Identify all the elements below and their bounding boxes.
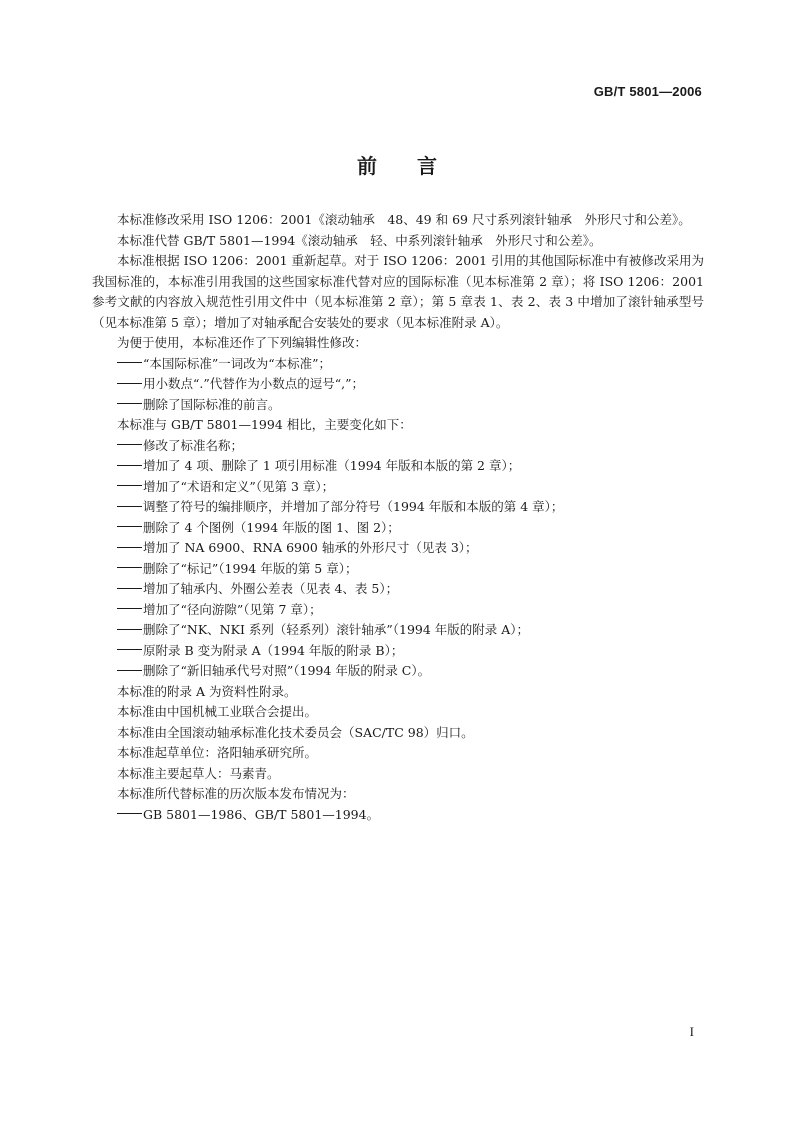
list-item [92, 579, 704, 600]
list-item-text: 删除了“标记”（1994 年版的第 5 章）； [143, 560, 358, 576]
dash-mark [117, 506, 142, 508]
list-item [92, 538, 704, 559]
paragraph: 为便于使用，本标准还作了下列编辑性修改： [117, 335, 368, 350]
dash-mark [117, 629, 142, 631]
dash-mark [117, 608, 142, 610]
paragraph: 本标准由全国滚动轴承标准化技术委员会（SAC/TC 98）归口。 [117, 724, 474, 740]
list-item [92, 497, 704, 518]
list-item [92, 477, 704, 498]
list-item-text: 调整了符号的编排顺序，并增加了部分符号（1994 年版和本版的第 4 章）； [143, 499, 564, 514]
dash-mark [117, 670, 142, 672]
list-item [92, 641, 704, 662]
paragraph: 本标准所代替标准的历次版本发布情况为： [117, 786, 355, 801]
dash-mark [117, 547, 142, 549]
list-item [92, 456, 704, 477]
list-item [92, 600, 704, 621]
list-item [92, 620, 704, 641]
list-item-text: GB 5801—1986、GB/T 5801—1994。 [143, 806, 380, 822]
list-item-text: 删除了“NK、NKI 系列（轻系列）滚针轴承”（1994 年版的附录 A）； [143, 622, 530, 637]
page-number: I [689, 1024, 694, 1039]
paragraph: 本标准修改采用 ISO 1206：2001《滚动轴承 48、49 和 69 尺寸系列滚针轴承 外形尺寸和公差》。 [117, 212, 691, 227]
list-item [92, 436, 704, 457]
list-item-text: 原附录 B 变为附录 A（1994 年版的附录 B）； [143, 642, 404, 658]
list-item [92, 518, 704, 539]
paragraph: 本标准根据 ISO 1206：2001 重新起草。对于 ISO 1206：2001 引用的其他国际标准中有被修改采用为我国标准的，本标准引用我国的这些国家标准代替对应的国际标准（见本标准第 2 章）；将 ISO 1206：2001 参考文献的内容放入规范性引用文件中（见本标准第 2 章）；第 5 章表 1、表 2、表 3 中增加了滚针轴承型号（见本标准第 5 章）；增加了对轴承配合安装处的要求（见本标准附录 A）。 [92, 253, 704, 330]
page-title: 前言 [357, 154, 477, 178]
paragraph: 本标准由中国机械工业联合会提出。 [117, 704, 318, 719]
list-item [92, 395, 704, 416]
list-item [92, 805, 704, 826]
dash-mark [117, 567, 142, 569]
list-item-text: 增加了“径向游隙”（见第 7 章）； [143, 601, 322, 617]
dash-mark [117, 813, 142, 815]
standard-code: GB/T 5801—2006 [593, 84, 702, 99]
dash-mark [117, 444, 142, 446]
list-item [92, 559, 704, 580]
dash-mark [117, 362, 142, 364]
list-item [92, 354, 704, 375]
list-item-text: 增加了“术语和定义”（见第 3 章）； [143, 478, 335, 494]
list-item [92, 374, 704, 395]
paragraph: 本标准主要起草人：马素青。 [117, 765, 280, 781]
paragraph: 本标准代替 GB/T 5801—1994《滚动轴承 轻、中系列滚针轴承 外形尺寸和公差》。 [117, 232, 602, 248]
list-item-text: 删除了 4 个图例（1994 年版的图 1、图 2）； [143, 519, 400, 535]
dash-mark [117, 649, 142, 651]
dash-mark [117, 465, 142, 467]
list-item-text: 修改了标准名称； [143, 437, 244, 453]
paragraph: 本标准与 GB/T 5801—1994 相比，主要变化如下： [117, 417, 412, 432]
dash-mark [117, 588, 142, 590]
foreword-body [92, 210, 704, 825]
dash-mark [117, 403, 142, 405]
list-item-text: 增加了 NA 6900、RNA 6900 轴承的外形尺寸（见表 3）； [143, 540, 478, 555]
list-item-text: 用小数点“.”代替作为小数点的逗号“,”； [143, 376, 365, 391]
list-item-text: 删除了“新旧轴承代号对照”（1994 年版的附录 C）。 [143, 663, 431, 678]
dash-mark [117, 526, 142, 528]
dash-mark [117, 383, 142, 385]
list-item [92, 661, 704, 682]
paragraph: 本标准的附录 A 为资料性附录。 [117, 683, 297, 699]
dash-mark [117, 485, 142, 487]
list-item-text: 增加了轴承内、外圈公差表（见表 4、表 5）； [143, 581, 399, 596]
list-item-text: 增加了 4 项、删除了 1 项引用标准（1994 年版和本版的第 2 章）； [143, 458, 521, 473]
list-item-text: 删除了国际标准的前言。 [143, 396, 281, 412]
paragraph: 本标准起草单位：洛阳轴承研究所。 [117, 745, 318, 760]
list-item-text: “本国际标准”一词改为“本标准”； [143, 355, 332, 371]
